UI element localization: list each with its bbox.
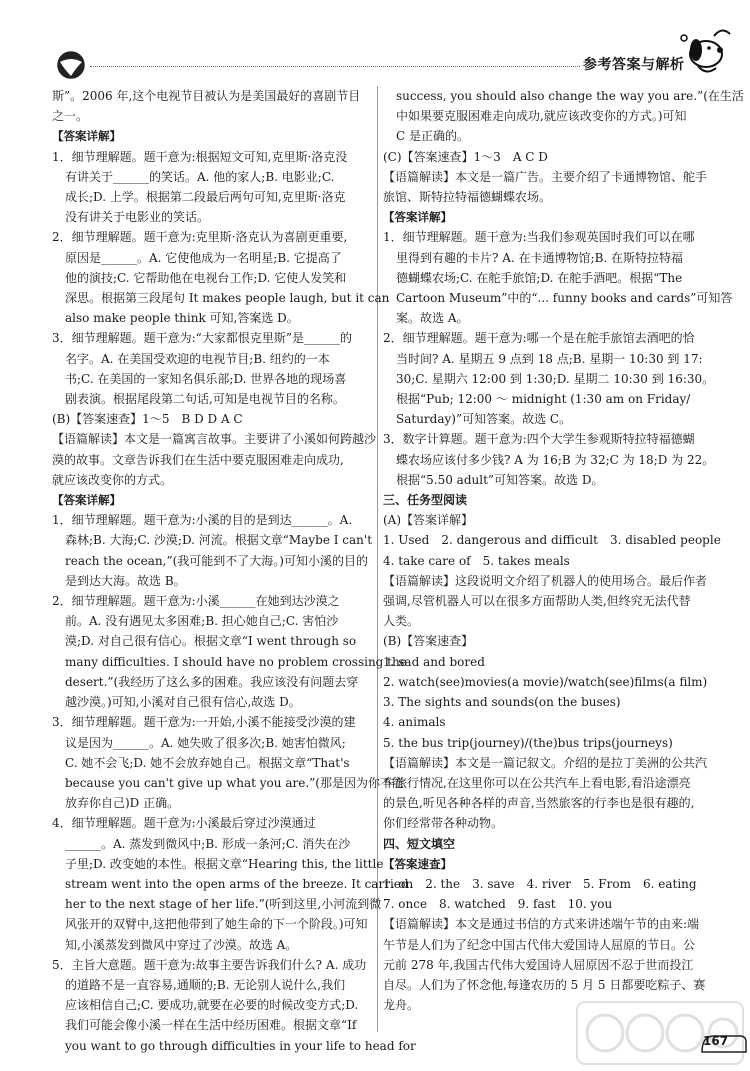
right-text-line: 龙舟。: [383, 998, 420, 1013]
left-text-line: 3．细节理解题。题干意为:一开始,小溪不能接受沙漠的建: [52, 715, 356, 730]
left-text-line: 有讲关于______的笑话。A. 他的家人;B. 电影业;C.: [65, 169, 335, 184]
left-text-line: (B)【答案速查】1～5 B D D A C: [52, 412, 243, 427]
left-text-line: 5．主旨大意题。题干意为:故事主要告诉我们什么? A. 成功: [52, 957, 367, 972]
right-text-line: 根据“Pub; 12:00 ～ midnight (1:30 am on Friday/: [396, 392, 691, 407]
left-text-line: 名字。A. 在美国受欢迎的电视节目;B. 纽约的一本: [65, 351, 330, 366]
right-text-line: 1. sad and bored: [383, 654, 485, 669]
left-text-line: 没有讲关于电影业的笑话。: [65, 210, 210, 225]
left-text-line: her to the next stage of her life.”(听到这里,小河流到微: [65, 897, 382, 912]
right-text-line: 30;C. 星期六 12:00 到 1:30;D. 星期二 10:30 到 16:30。: [396, 371, 715, 386]
right-text-line: 5. the bus trip(journey)/(the)bus trips(journeys): [383, 735, 673, 750]
left-text-line: 他的演技;C. 它帮助他在电视台工作;D. 它使人发笑和: [65, 270, 347, 285]
left-text-line: 之一。: [52, 109, 89, 124]
right-text-line: 强调,尽管机器人可以在很多方面帮助人类,但终究无法代替: [383, 594, 691, 609]
right-text-line: 1. Used 2. dangerous and difficult 3. disabled people: [383, 533, 721, 548]
left-text-line: reach the ocean,”(我可能到不了大海。)可知小溪的目的: [65, 553, 368, 568]
left-text-line: 书;C. 在美国的一家知名俱乐部;D. 世界各地的现场喜: [65, 371, 347, 386]
right-text-line: 里得到有趣的卡片? A. 在卡通博物馆;B. 在斯特拉特福: [396, 250, 684, 265]
header-title: 参考答案与解析: [583, 57, 685, 73]
right-text-line: 三、任务型阅读: [383, 493, 468, 508]
left-text-line: 子里;D. 改变她的本性。根据文章“Hearing this, the little: [65, 856, 384, 871]
left-text-line: 【语篇解读】本文是一篇寓言故事。主要讲了小溪如何跨越沙: [52, 432, 377, 447]
left-text-line: you want to go through difficulties in your life to head for: [65, 1038, 416, 1053]
right-text-line: (C)【答案速查】1～3 A C D: [383, 149, 548, 164]
left-text-line: because you can't give up what you are.”(那是因为你不能: [65, 775, 404, 790]
left-text-line: 越沙漠。)可知,小溪对自己很有信心,故选 D。: [65, 695, 301, 710]
right-text-line: 【语篇解读】这段说明文介绍了机器人的使用场合。最后作者: [383, 573, 708, 588]
left-text-line: also make people think 可知,答案选 D。: [65, 311, 299, 326]
right-text-line: 2．细节理解题。题干意为:哪一个是在舵手旅馆去酒吧的恰: [383, 331, 695, 346]
left-text-line: 4．细节理解题。题干意为:小溪最后穿过沙漠通过: [52, 816, 316, 831]
left-text-line: 应该相信自己;C. 要成功,就要在必要的时候改变方式;D.: [65, 998, 359, 1013]
left-text-line: desert.”(我经历了这么多的困难。我应该没有问题去穿: [65, 674, 359, 689]
left-text-line: C. 她不会飞;D. 她不会放弃她自己。根据文章“That's: [65, 755, 350, 770]
left-text-line: 【答案详解】: [52, 129, 121, 144]
right-text-line: 当时间? A. 星期五 9 点到 18 点;B. 星期一 10:30 到 17:: [396, 351, 703, 366]
left-text-line: 知,小溪蒸发到微风中穿过了沙漠。故选 A。: [65, 937, 298, 952]
right-text-line: 德蝴蝶农场;C. 在舵手旅馆;D. 在舵手酒吧。根据“The: [396, 270, 683, 285]
left-text-line: 是到达大海。故选 B。: [65, 573, 186, 588]
left-text-line: 原因是______。A. 它使他成为一名明星;B. 它提高了: [65, 250, 342, 265]
right-text-line: Saturday)”可知答案。故选 C。: [396, 412, 572, 427]
left-text-line: 3．细节理解题。题干意为:“大家都恨克里斯”是______的: [52, 331, 352, 346]
right-text-line: 旅馆、斯特拉特福德蝴蝶农场。: [383, 190, 552, 205]
left-text-line: 2．细节理解题。题干意为:小溪______在她到达沙漠之: [52, 594, 340, 609]
ball-icon: [56, 50, 86, 80]
right-text-line: 的景色,听见各种各样的声音,当然旅客的行李也是很有趣的,: [383, 796, 695, 811]
left-text-line: 1．细节理解题。题干意为:根据短文可知,克里斯·洛克没: [52, 149, 348, 164]
right-text-line: 案。故选 A。: [396, 311, 469, 326]
left-text-line: 前。A. 没有遇见太多困难;B. 担心她自己;C. 害怕沙: [65, 614, 339, 629]
right-text-line: 【语篇解读】本文是通过书信的方式来讲述端午节的由来:端: [383, 917, 700, 932]
right-text-line: Cartoon Museum”中的“... funny books and cards”可知答: [396, 291, 733, 306]
right-text-line: 中如果要克服困难走向成功,就应该改变你的方式。)可知: [396, 109, 687, 124]
left-text-line: 森林;B. 大海;C. 沙漠;D. 河流。根据文章“Maybe I can't: [65, 533, 373, 548]
left-text-line: 漠的故事。文章告诉我们在生活中要克服困难走向成功,: [52, 452, 344, 467]
left-text-line: stream went into the open arms of the breeze. It carried: [65, 876, 409, 891]
left-text-line: 放弃你自己)D 正确。: [65, 796, 180, 811]
right-text-line: 元前 278 年,我国古代伟大爱国诗人屈原因不忍于世而投江: [383, 957, 694, 972]
right-text-line: success, you should also change the way you are.”(在生活: [396, 89, 744, 103]
right-text-line: 【语篇解读】本文是一篇广告。主要介绍了卡通博物馆、舵手: [383, 169, 708, 184]
left-text-line: 就应该改变你的方式。: [52, 472, 173, 487]
page-header: [0, 0, 750, 88]
right-text-line: 蝶农场应该付多少钱? A 为 16;B 为 32;C 为 18;D 为 22。: [396, 452, 715, 467]
left-text-line: 深思。根据第三段尾句 It makes people laugh, but it can: [65, 291, 390, 306]
right-text-line: 你们经常带各种动物。: [383, 816, 504, 831]
right-text-line: 根据“5.50 adult”可知答案。故选 D。: [396, 472, 604, 487]
left-text-line: 剧表演。根据尾段第二句话,可知是电视节目的名称。: [65, 392, 345, 407]
right-text-line: 人类。: [383, 614, 420, 629]
right-text-line: 四、短文填空: [383, 836, 456, 851]
left-text-line: 成长;D. 上学。根据第二段最后两句可知,克里斯·洛克: [65, 190, 346, 205]
right-text-line: 3. The sights and sounds(on the buses): [383, 695, 621, 710]
right-text-line: 【答案详解】: [383, 210, 452, 225]
right-column: [383, 86, 744, 1015]
right-text-line: 【语篇解读】本文是一篇记叙文。介绍的是拉丁美洲的公共汽: [383, 755, 708, 770]
right-text-line: 自尽。人们为了怀念他,每逢农历的 5 月 5 日都要吃粽子、赛: [383, 977, 706, 992]
right-text-line: 【答案速查】: [383, 856, 452, 871]
left-text-line: many difficulties. I should have no problem crossing the: [65, 654, 407, 669]
left-text-line: 【答案详解】: [52, 493, 121, 508]
right-text-line: 3．数字计算题。题干意为:四个大学生参观斯特拉特福德蝴: [383, 432, 695, 447]
left-text-line: 风张开的双臂中,这把他带到了她生命的下一个阶段。)可知: [65, 917, 368, 932]
right-text-line: C 是正确的。: [396, 129, 469, 144]
right-text-line: 2. watch(see)movies(a movie)/watch(see)films(a film): [383, 674, 708, 689]
page-number: 167: [703, 1034, 729, 1048]
right-text-line: (B)【答案速查】: [383, 634, 474, 649]
left-text-line: 我们可能会像小溪一样在生活中经历困难。根据文章“If: [65, 1018, 357, 1033]
right-text-line: (A)【答案详解】: [383, 513, 474, 528]
snoopy-dog-icon: [676, 20, 736, 80]
left-text-line: 议是因为______。A. 她失败了很多次;B. 她害怕微风;: [65, 735, 346, 750]
left-text-line: 1．细节理解题。题干意为:小溪的目的是到达______。A.: [52, 513, 353, 528]
right-text-line: 1．细节理解题。题干意为:当我们参观英国时我们可以在哪: [383, 230, 695, 245]
header-dotted-rule: [90, 66, 580, 67]
left-text-line: ______。A. 蒸发到微风中;B. 形成一条河;C. 消失在沙: [65, 836, 351, 851]
left-text-line: 的道路不是一直容易,通顺的;B. 无论别人说什么,我们: [65, 977, 346, 992]
left-text-line: 斯”。2006 年,这个电视节目被认为是美国最好的喜剧节目: [52, 89, 361, 103]
right-text-line: 4. take care of 5. takes meals: [383, 553, 570, 568]
right-text-line: 7. once 8. watched 9. fast 10. you: [383, 897, 613, 912]
right-text-line: 午节是人们为了纪念中国古代伟大爱国诗人屈原的节日。公: [383, 937, 696, 952]
right-text-line: 4. animals: [383, 715, 446, 730]
left-text-line: 2．细节理解题。题干意为:克里斯·洛克认为喜剧更重要,: [52, 230, 348, 245]
right-text-line: 车旅行情况,在这里你可以在公共汽车上看电影,看沿途漂亮: [383, 775, 691, 790]
left-text-line: 漠;D. 对自己很有信心。根据文章“I went through so: [65, 634, 357, 649]
right-text-line: 1. on 2. the 3. save 4. river 5. From 6. eating: [383, 876, 697, 891]
